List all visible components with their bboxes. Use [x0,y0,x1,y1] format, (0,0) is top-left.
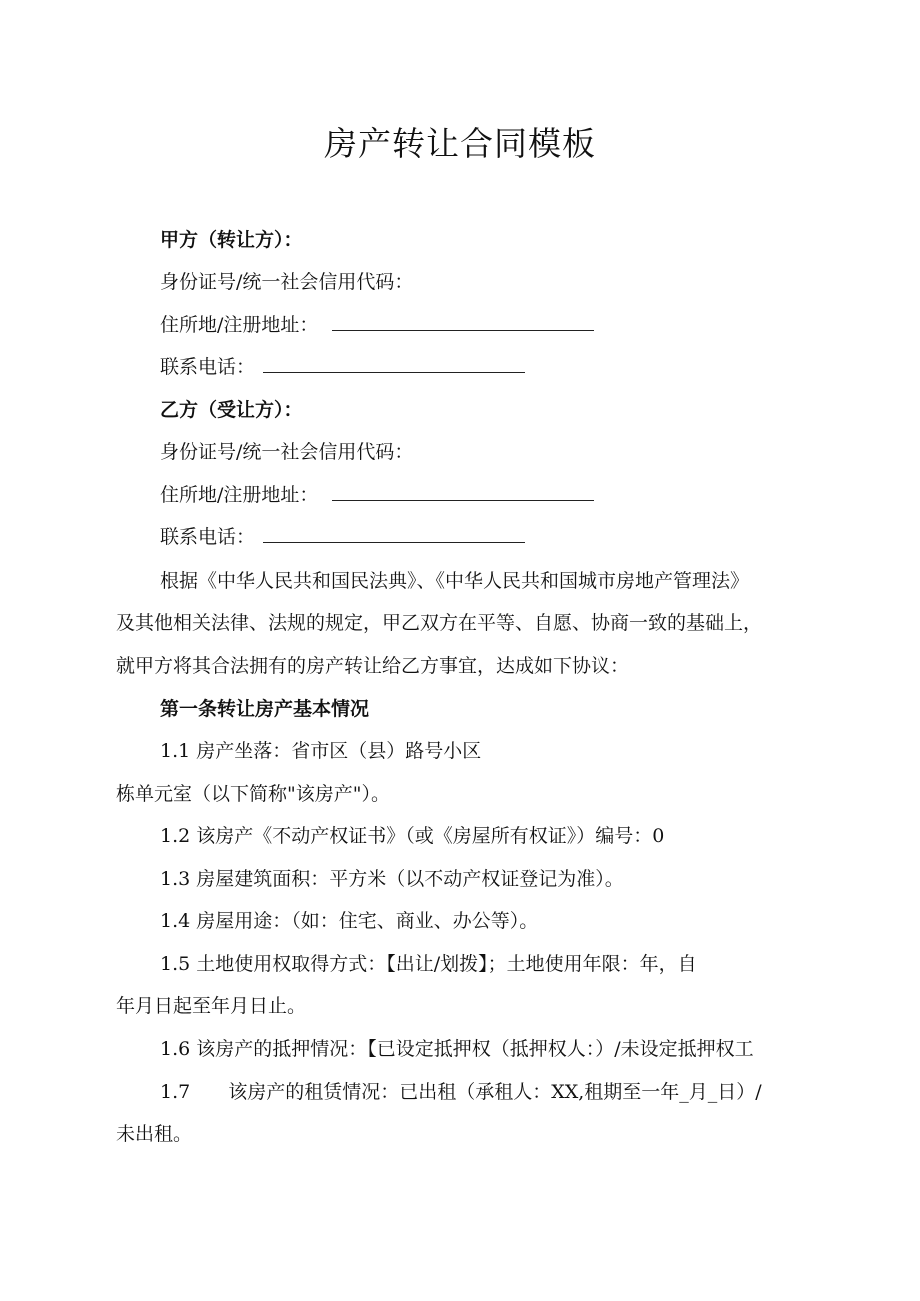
party-b-address-row [160,483,594,507]
party-b-address-blank [332,486,594,501]
party-a-id-label: 身份证号/统一社会信用代码： [160,271,414,293]
party-a-address-label: 住所地/注册地址： [160,314,319,336]
party-b-address-label: 住所地/注册地址： [160,484,319,506]
party-a-address-blank [332,316,594,331]
party-b-id-label: 身份证号/统一社会信用代码： [160,441,414,463]
preamble-line-3: 就甲方将其合法拥有的房产转让给乙方事宜，达成如下协议： [116,655,630,677]
page-title: 房产转让合同模板 [324,124,596,163]
preamble-line-2: 及其他相关法律、法规的规定，甲乙双方在平等、自愿、协商一致的基础上， [116,612,763,634]
clause-1-7: 1.7 该房产的租赁情况：已出租（承租人：XX,租期至一年_月_日）/ [160,1081,762,1103]
clause-1-5: 1.5 土地使用权取得方式：【出让/划拨】；土地使用年限：年，自 [160,953,697,975]
party-b-phone-blank [263,528,525,543]
party-a-heading: 甲方（转让方）： [160,229,303,251]
clause-1-3: 1.3 房屋建筑面积：平方米（以不动产权证登记为准）。 [160,868,624,890]
party-b-phone-label: 联系电话： [160,526,256,548]
clause-1-5-cont: 年月日起至年月日止。 [116,995,307,1017]
article-1-heading: 第一条转让房产基本情况 [160,698,370,720]
party-a-address-row [160,313,594,337]
clause-1-2: 1.2 该房产《不动产权证书》（或《房屋所有权证》）编号：0 [160,825,665,847]
clause-1-1: 1.1 房产坐落：省市区（县）路号小区 [160,740,482,762]
clause-1-6: 1.6 该房产的抵押情况：【已设定抵押权（抵押权人：）/未设定抵押权工 [160,1038,754,1060]
party-a-phone-blank [263,358,525,373]
party-a-phone-label: 联系电话： [160,356,256,378]
preamble-line-1: 根据《中华人民共和国民法典》、《中华人民共和国城市房地产管理法》 [160,570,750,592]
clause-1-1-cont: 栋单元室（以下简称"该房产"）。 [116,783,390,805]
clause-1-4: 1.4 房屋用途：（如：住宅、商业、办公等）。 [160,910,539,932]
clause-1-7-cont: 未出租。 [116,1123,193,1145]
party-b-phone-row [160,525,525,549]
party-b-heading: 乙方（受让方）： [160,399,303,421]
party-a-phone-row [160,355,525,379]
